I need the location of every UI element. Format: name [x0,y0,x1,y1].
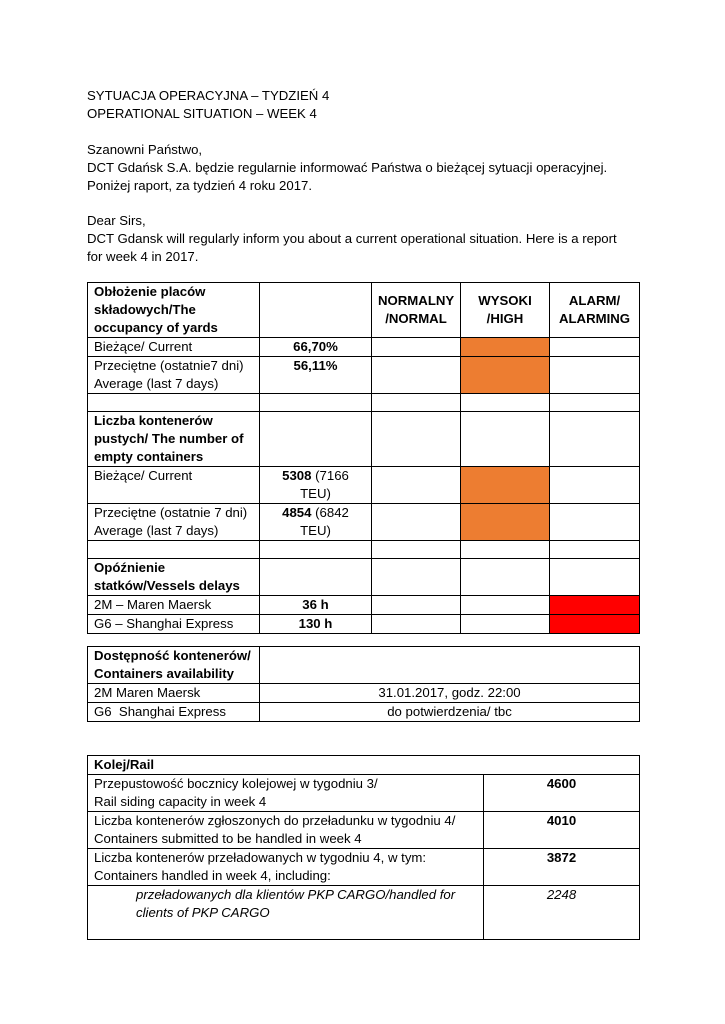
table-row [88,812,640,849]
normal-header: NORMALNY /NORMAL [372,283,461,338]
yards-avg-label: Przeciętne (ostatnie7 dni) Average (last 7 days) [88,357,260,394]
intro-en-line-2: for week 4 in 2017. [87,249,199,264]
rail-value: 3872 [484,849,640,886]
title-pl: SYTUACJA OPERACYJNA – TYDZIEŃ 4 [87,88,330,103]
availability-table [87,646,640,722]
status-high-indicator [461,338,550,357]
empty-avg-label: Przeciętne (ostatnie 7 dni) Average (last 7 days) [88,504,260,541]
empty-current-value: 5308 (7166 TEU) [260,467,372,504]
rail-header: Kolej/Rail [88,756,640,775]
table-row [88,338,640,357]
table-row [88,849,640,886]
table-row [88,684,640,703]
service-name: G6 Shanghai Express [88,703,260,722]
status-high-indicator [461,504,550,541]
intro-pl-line-2: Poniżej raport, za tydzień 4 roku 2017. [87,178,313,193]
table-row [88,596,640,615]
yards-current-value: 66,70% [260,338,372,357]
yards-header: Obłożenie placów składowych/The occupancy of yards [88,283,260,338]
rail-label: przeładowanych dla klientów PKP CARGO/handled for clients of PKP CARGO [88,886,484,940]
empty-avg-value: 4854 (6842 TEU) [260,504,372,541]
rail-label: Liczba kontenerów przeładowanych w tygodniu 4, w tym: Containers handled in week 4, including: [88,849,484,886]
status-high-indicator [461,467,550,504]
empty-current-label: Bieżące/ Current [88,467,260,504]
availability-value: 31.01.2017, godz. 22:00 [260,684,640,703]
greeting-pl: Szanowni Państwo, [87,142,203,157]
yards-current-label: Bieżące/ Current [88,338,260,357]
high-header: WYSOKI /HIGH [461,283,550,338]
status-high-indicator [461,357,550,394]
table-row [88,559,640,596]
rail-table [87,755,640,940]
rail-value: 2248 [484,886,640,940]
status-alarm-indicator [550,596,640,615]
vessel-name: G6 – Shanghai Express [88,615,260,634]
status-alarm-indicator [550,615,640,634]
status-header-row [88,283,640,338]
table-row [88,775,640,812]
intro-pl-line-1: DCT Gdańsk S.A. będzie regularnie informować Państwa o bieżącej sytuacji operacyjnej. [87,160,608,175]
vessel-delays-header: Opóźnienie statków/Vessels delays [88,559,260,596]
spacer-row [88,394,640,412]
greeting-en: Dear Sirs, [87,213,146,228]
table-row [88,467,640,504]
table-row [88,412,640,467]
rail-label: Liczba kontenerów zgłoszonych do przeładunku w tygodniu 4/ Containers submitted to be handled in week 4 [88,812,484,849]
rail-value: 4600 [484,775,640,812]
intro-en-line-1: DCT Gdansk will regularly inform you about a current operational situation. Here is a report [87,231,617,246]
table-row [88,886,640,940]
yards-avg-value: 56,11% [260,357,372,394]
availability-header: Dostępność kontenerów/ Containers availability [88,647,260,684]
title-en: OPERATIONAL SITUATION – WEEK 4 [87,106,317,121]
rail-value: 4010 [484,812,640,849]
availability-header-row [88,647,640,684]
table-row [88,357,640,394]
rail-header-row [88,756,640,775]
table-row [88,703,640,722]
vessel-delay: 36 h [260,596,372,615]
status-table [87,282,640,634]
service-name: 2M Maren Maersk [88,684,260,703]
vessel-name: 2M – Maren Maersk [88,596,260,615]
vessel-delay: 130 h [260,615,372,634]
availability-value: do potwierdzenia/ tbc [260,703,640,722]
empty-containers-header: Liczba kontenerów pustych/ The number of empty containers [88,412,260,467]
table-row [88,504,640,541]
alarm-header: ALARM/ ALARMING [550,283,640,338]
table-row [88,615,640,634]
rail-label: Przepustowość bocznicy kolejowej w tygodniu 3/ Rail siding capacity in week 4 [88,775,484,812]
spacer-row [88,541,640,559]
